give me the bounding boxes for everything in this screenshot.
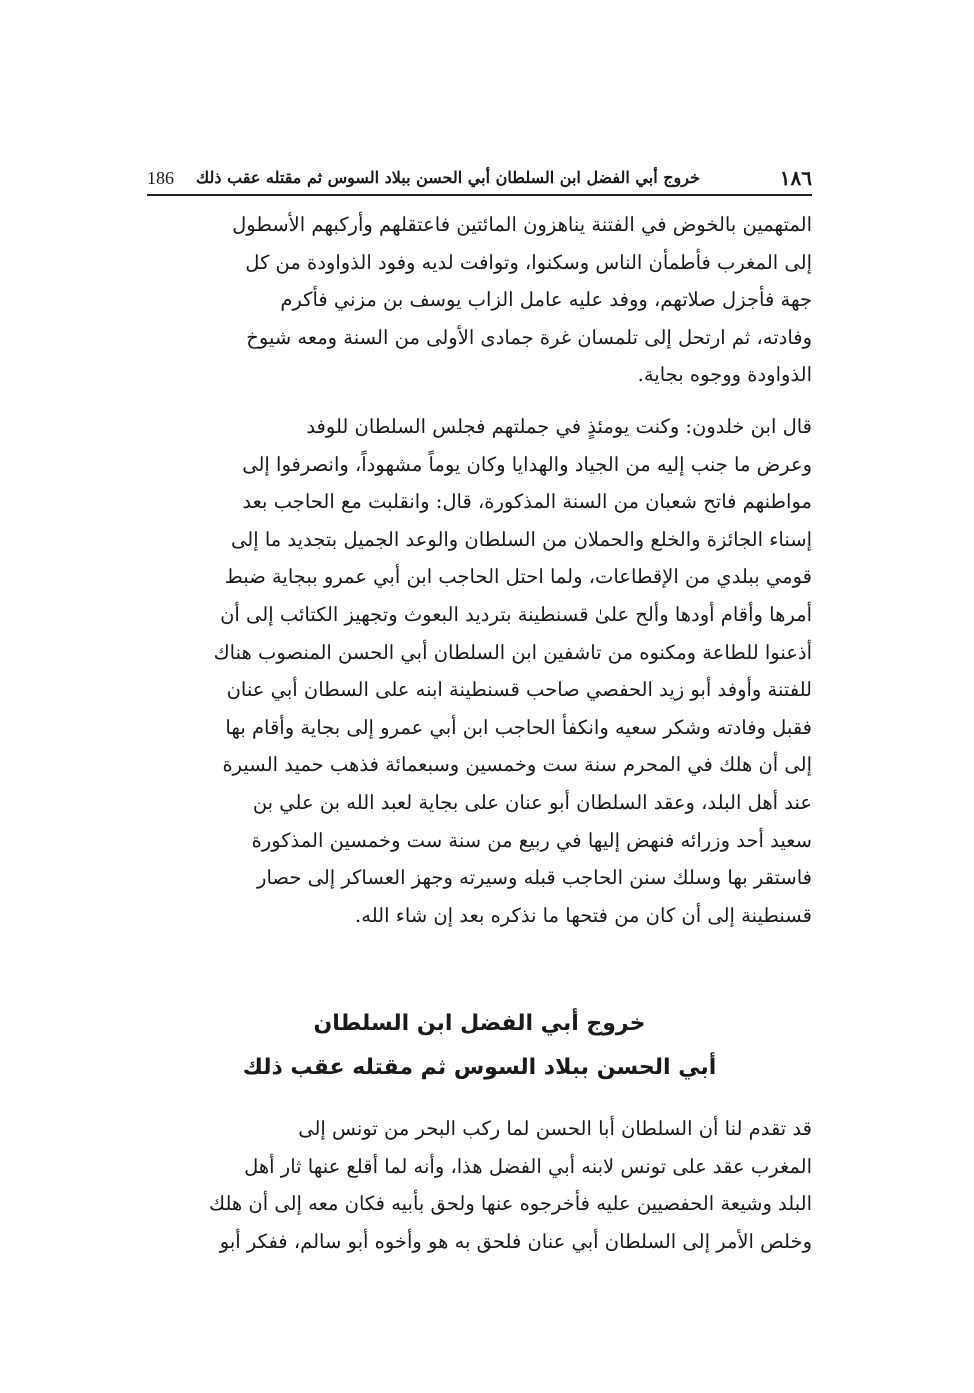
text-line: الذواودة ووجوه بجاية.: [637, 363, 812, 387]
text-line: المتهمين بالخوض في الفتنة يناهزون المائتين فاعتقلهم وأركبهم الأسطول: [232, 213, 812, 236]
section-heading-line-2: أبي الحسن ببلاد السوس ثم مقتله عقب ذلك: [242, 1055, 717, 1080]
page-number-arabic: ١٨٦: [779, 166, 812, 190]
paragraph-1: [147, 206, 812, 394]
text-line: إسناء الجائزة والخلع والحملان من السلطان والوعد الجميل بتجديد ما إلى: [231, 527, 812, 551]
running-title: خروج أبي الفضل ابن السلطان أبي الحسن ببلاد السوس ثم مقتله عقب ذلك: [196, 168, 700, 187]
text-line: فاستقر بها وسلك سنن الحاجب قبله وسيرته وجهز العساكر إلى حصار: [257, 866, 812, 890]
section-heading: [147, 1002, 812, 1090]
text-line: وخلص الأمر إلى السلطان أبي عنان فلحق به هو وأخوه أبو سالم، ففكر أبو: [219, 1229, 812, 1253]
text-line: للفتنة وأوفد أبو زيد الحفصي صاحب قسنطينة ابنه على السطان أبي عنان: [226, 678, 812, 702]
text-line: جهة فأجزل صلاتهم، ووفد عليه عامل الزاب يوسف بن مزني فأكرم: [280, 288, 812, 312]
text-line: فقبل وفادته وشكر سعيه وانكفأ الحاجب ابن أبي عمرو إلى بجاية وأقام بها: [225, 715, 812, 739]
body-text: [147, 206, 812, 934]
text-line: قومي ببلدي من الإقطاعات، ولما احتل الحاجب ابن أبي عمرو ببجاية ضبط: [224, 565, 812, 589]
text-line: مواطنهم فاتح شعبان من السنة المذكورة، قال: وانقلبت مع الحاجب بعد: [242, 490, 812, 514]
text-line: إلى المغرب فأطمأن الناس وسكنوا، وتوافت لديه وفود الذواودة من كل: [245, 250, 812, 274]
text-line: أمرها وأقام أودها وألح علىٰ قسنطينة بترديد البعوث وتجهيز الكتائب إلى أن: [220, 602, 812, 626]
text-line: المغرب عقد على تونس لابنه أبي الفضل هذا، وأنه لما أقلع عنها ثار أهل: [244, 1154, 812, 1178]
text-line: قد تقدم لنا أن السلطان أبا الحسن لما ركب البحر من تونس إلى: [298, 1117, 812, 1140]
paragraph-3: [147, 1110, 812, 1260]
section-heading-line-1: خروج أبي الفضل ابن السلطان: [313, 1011, 646, 1036]
text-line: إلى أن هلك في المحرم سنة ست وخمسين وسبعمائة فذهب حميد السيرة: [222, 753, 812, 777]
paragraph-2: [147, 408, 812, 934]
text-line: وعرض ما جنب إليه من الجياد والهدايا وكان يوماً مشهوداً، وانصرفوا إلى: [242, 452, 812, 476]
text-line: البلد وشيعة الحفصيين عليه فأخرجوه عنها ولحق بأبيه فكان معه إلى أن هلك: [209, 1192, 812, 1216]
text-line: قال ابن خلدون: وكنت يومئذٍ في جملتهم فجلس السلطان للوفد: [306, 414, 812, 438]
text-line: سعيد أحد وزرائه فنهض إليها في ربيع من سنة ست وخمسين المذكورة: [251, 828, 812, 852]
text-line: وفادته، ثم ارتحل إلى تلمسان غرة جمادى الأولى من السنة ومعه شيوخ: [246, 325, 812, 349]
page-number-latin: 186: [147, 168, 174, 188]
text-line: قسنطينة إلى أن كان من فتحها ما نذكره بعد إن شاء الله.: [355, 903, 812, 927]
page-header: [147, 164, 812, 196]
text-line: عند أهل البلد، وعقد السلطان أبو عنان على بجاية لعبد الله بن علي بن: [252, 790, 812, 814]
text-line: أذعنوا للطاعة ومكنوه من تاشفين ابن السلطان أبي الحسن المنصوب هناك: [213, 640, 812, 664]
